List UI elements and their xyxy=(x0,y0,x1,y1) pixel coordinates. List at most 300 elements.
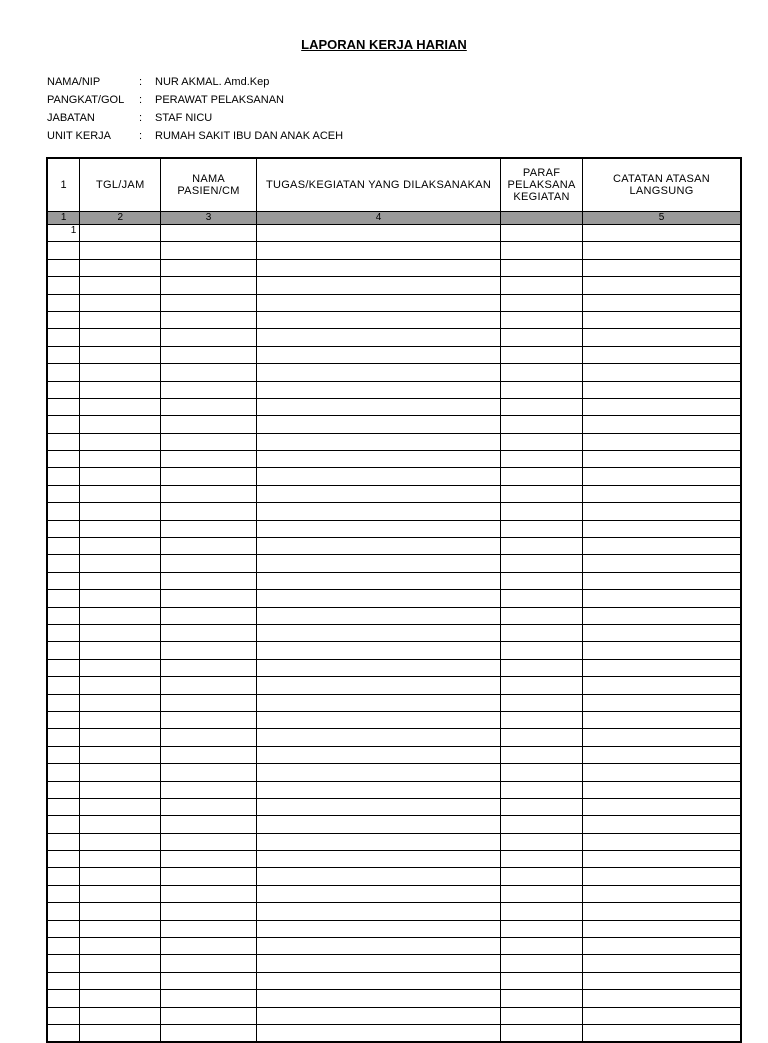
table-row xyxy=(47,920,741,937)
table-cell xyxy=(501,364,583,381)
table-cell xyxy=(161,1024,257,1042)
table-cell xyxy=(501,677,583,694)
header-line: NAMA xyxy=(192,173,226,185)
table-cell xyxy=(161,624,257,641)
table-cell xyxy=(583,277,741,294)
table-cell xyxy=(80,1024,161,1042)
table-cell xyxy=(256,259,500,276)
table-cell xyxy=(161,868,257,885)
table-cell xyxy=(583,920,741,937)
table-cell xyxy=(47,451,80,468)
table-cell xyxy=(583,364,741,381)
table-row xyxy=(47,346,741,363)
table-cell xyxy=(501,972,583,989)
table-row xyxy=(47,711,741,728)
info-row-jabatan xyxy=(47,109,343,127)
table-row xyxy=(47,781,741,798)
table-cell xyxy=(161,729,257,746)
table-cell xyxy=(161,642,257,659)
table-row xyxy=(47,277,741,294)
table-cell xyxy=(161,381,257,398)
table-cell xyxy=(161,503,257,520)
table-body xyxy=(47,212,741,1043)
table-cell xyxy=(80,503,161,520)
table-cell xyxy=(47,816,80,833)
table-cell xyxy=(256,920,500,937)
table-cell xyxy=(161,764,257,781)
table-cell xyxy=(80,781,161,798)
table-cell xyxy=(583,833,741,850)
column-header xyxy=(256,158,500,212)
table-cell xyxy=(47,294,80,311)
table-cell xyxy=(47,433,80,450)
table-cell xyxy=(80,381,161,398)
table-cell xyxy=(256,329,500,346)
table-cell xyxy=(501,225,583,242)
table-cell xyxy=(583,607,741,624)
table-cell xyxy=(80,816,161,833)
table-cell xyxy=(256,433,500,450)
table-cell xyxy=(47,572,80,589)
info-value: NUR AKMAL. Amd.Kep xyxy=(155,76,270,88)
info-value: PERAWAT PELAKSANAN xyxy=(155,94,284,106)
table-cell xyxy=(256,816,500,833)
table-cell xyxy=(47,311,80,328)
table-cell xyxy=(501,903,583,920)
table-cell xyxy=(161,798,257,815)
table-cell xyxy=(501,764,583,781)
table-cell xyxy=(501,868,583,885)
table-cell xyxy=(80,607,161,624)
table-cell xyxy=(80,868,161,885)
table-cell xyxy=(47,677,80,694)
table-cell xyxy=(256,468,500,485)
table-cell xyxy=(256,538,500,555)
table-cell xyxy=(583,816,741,833)
table-cell xyxy=(256,781,500,798)
table-cell xyxy=(501,624,583,641)
table-cell xyxy=(47,381,80,398)
table-cell xyxy=(583,868,741,885)
header-line: 1 xyxy=(60,179,67,191)
table-row xyxy=(47,955,741,972)
table-cell xyxy=(256,277,500,294)
table-cell xyxy=(501,538,583,555)
table-cell xyxy=(501,451,583,468)
table-cell xyxy=(256,764,500,781)
table-cell xyxy=(161,259,257,276)
table-cell xyxy=(256,451,500,468)
table-cell: 1 xyxy=(47,225,80,242)
table-cell xyxy=(583,903,741,920)
table-row xyxy=(47,294,741,311)
table-cell xyxy=(80,277,161,294)
table-cell xyxy=(583,294,741,311)
table-cell xyxy=(583,572,741,589)
table-cell xyxy=(80,885,161,902)
table-row xyxy=(47,225,741,242)
table-cell xyxy=(47,590,80,607)
table-cell xyxy=(256,225,500,242)
table-cell xyxy=(501,642,583,659)
table-cell xyxy=(161,816,257,833)
table-cell xyxy=(501,294,583,311)
table-cell xyxy=(583,659,741,676)
table-cell xyxy=(161,1007,257,1024)
table-cell xyxy=(161,225,257,242)
table-cell xyxy=(583,1024,741,1042)
table-cell xyxy=(256,607,500,624)
table-cell xyxy=(256,885,500,902)
table-cell xyxy=(80,972,161,989)
info-label: NAMA/NIP xyxy=(47,76,101,88)
table-cell xyxy=(80,590,161,607)
table-cell xyxy=(256,555,500,572)
table-cell xyxy=(256,346,500,363)
table-cell xyxy=(47,624,80,641)
table-cell xyxy=(583,451,741,468)
table-cell xyxy=(80,311,161,328)
table-row xyxy=(47,381,741,398)
table-cell xyxy=(161,955,257,972)
table-cell xyxy=(256,694,500,711)
column-number: 2 xyxy=(80,212,161,225)
table-cell xyxy=(256,590,500,607)
page-title xyxy=(0,37,768,52)
table-cell xyxy=(501,433,583,450)
table-cell xyxy=(501,346,583,363)
table-cell xyxy=(47,555,80,572)
table-row xyxy=(47,538,741,555)
table-cell xyxy=(161,711,257,728)
table-cell xyxy=(47,329,80,346)
table-cell xyxy=(501,485,583,502)
table-cell xyxy=(256,729,500,746)
table-cell xyxy=(161,694,257,711)
table-cell xyxy=(256,364,500,381)
table-cell xyxy=(256,851,500,868)
table-cell xyxy=(501,329,583,346)
table-cell xyxy=(161,920,257,937)
table-cell xyxy=(256,624,500,641)
table-cell xyxy=(256,642,500,659)
info-row-unit xyxy=(47,127,343,145)
table-cell xyxy=(161,972,257,989)
table-cell xyxy=(583,503,741,520)
table-row xyxy=(47,903,741,920)
table-cell xyxy=(80,294,161,311)
header-line: LANGSUNG xyxy=(629,185,694,197)
employee-info xyxy=(47,73,343,145)
table-cell xyxy=(501,468,583,485)
table-cell xyxy=(583,972,741,989)
table-cell xyxy=(161,903,257,920)
table-cell xyxy=(583,1007,741,1024)
table-cell xyxy=(47,711,80,728)
table-cell xyxy=(47,851,80,868)
table-cell xyxy=(80,920,161,937)
table-cell xyxy=(47,485,80,502)
table-cell xyxy=(583,416,741,433)
table-cell xyxy=(161,398,257,415)
column-number: 5 xyxy=(583,212,741,225)
table-cell xyxy=(80,694,161,711)
column-number: 4 xyxy=(256,212,500,225)
table-cell xyxy=(256,972,500,989)
table-cell xyxy=(501,833,583,850)
table-cell xyxy=(256,990,500,1007)
table-cell xyxy=(47,277,80,294)
table-cell xyxy=(47,364,80,381)
info-colon: : xyxy=(139,76,143,88)
table-cell xyxy=(256,955,500,972)
table-cell xyxy=(501,277,583,294)
info-label: PANGKAT/GOL xyxy=(47,94,125,106)
info-label: JABATAN xyxy=(47,112,95,124)
table-cell xyxy=(583,538,741,555)
table-cell xyxy=(583,242,741,259)
table-cell xyxy=(161,468,257,485)
table-cell xyxy=(501,1024,583,1042)
table-row xyxy=(47,520,741,537)
table-cell xyxy=(161,416,257,433)
table-cell xyxy=(161,311,257,328)
table-cell xyxy=(47,538,80,555)
table-cell xyxy=(161,277,257,294)
table-cell xyxy=(256,520,500,537)
table-row xyxy=(47,607,741,624)
table-cell xyxy=(583,259,741,276)
table-row xyxy=(47,694,741,711)
table-cell xyxy=(256,833,500,850)
table-cell xyxy=(583,590,741,607)
column-header xyxy=(583,158,741,212)
table-cell xyxy=(80,225,161,242)
table-cell xyxy=(501,311,583,328)
table-cell xyxy=(256,1007,500,1024)
table-cell xyxy=(80,346,161,363)
table-cell xyxy=(501,242,583,259)
table-cell xyxy=(161,538,257,555)
table-row xyxy=(47,311,741,328)
table-cell xyxy=(47,416,80,433)
table-cell xyxy=(80,833,161,850)
table-cell xyxy=(501,746,583,763)
table-cell xyxy=(161,990,257,1007)
table-row xyxy=(47,451,741,468)
table-cell xyxy=(47,259,80,276)
table-cell xyxy=(501,781,583,798)
column-header xyxy=(501,158,583,212)
table-cell xyxy=(501,590,583,607)
table-cell xyxy=(161,451,257,468)
header-line: TUGAS/KEGIATAN YANG DILAKSANAKAN xyxy=(265,179,492,191)
table-cell xyxy=(161,329,257,346)
table-cell xyxy=(47,242,80,259)
table-cell xyxy=(501,990,583,1007)
table-row xyxy=(47,433,741,450)
table-cell xyxy=(80,711,161,728)
table-cell xyxy=(256,746,500,763)
table-cell xyxy=(583,851,741,868)
table-cell xyxy=(583,624,741,641)
info-row-nama xyxy=(47,73,343,91)
table-cell xyxy=(80,485,161,502)
info-colon: : xyxy=(139,130,143,142)
table-row xyxy=(47,242,741,259)
table-cell xyxy=(80,903,161,920)
table-cell xyxy=(256,1024,500,1042)
title-text: LAPORAN KERJA HARIAN xyxy=(301,37,467,52)
table-cell xyxy=(80,659,161,676)
table-cell xyxy=(47,1007,80,1024)
table-cell xyxy=(47,903,80,920)
table-cell xyxy=(80,955,161,972)
table-row xyxy=(47,677,741,694)
table-cell xyxy=(80,938,161,955)
table-cell xyxy=(256,485,500,502)
table-cell xyxy=(161,364,257,381)
table-cell xyxy=(47,955,80,972)
table-row xyxy=(47,885,741,902)
table-cell xyxy=(161,746,257,763)
table-cell xyxy=(80,451,161,468)
table-cell xyxy=(501,885,583,902)
table-cell xyxy=(80,555,161,572)
table-cell xyxy=(161,833,257,850)
table-cell xyxy=(47,781,80,798)
table-cell xyxy=(47,642,80,659)
table-cell xyxy=(80,242,161,259)
table-cell xyxy=(47,920,80,937)
table-cell xyxy=(161,294,257,311)
table-cell xyxy=(583,346,741,363)
table-cell xyxy=(501,555,583,572)
table-cell xyxy=(583,798,741,815)
table-cell xyxy=(47,990,80,1007)
info-value: STAF NICU xyxy=(155,112,213,124)
table-cell xyxy=(583,485,741,502)
table-cell xyxy=(47,868,80,885)
table-cell xyxy=(501,503,583,520)
table-cell xyxy=(501,694,583,711)
table-row xyxy=(47,851,741,868)
table-cell xyxy=(256,938,500,955)
table-cell xyxy=(80,468,161,485)
table-cell xyxy=(161,607,257,624)
table-cell xyxy=(47,746,80,763)
table-cell xyxy=(256,711,500,728)
table-cell xyxy=(256,416,500,433)
table-cell xyxy=(583,677,741,694)
table-cell xyxy=(80,433,161,450)
info-label: UNIT KERJA xyxy=(47,130,111,142)
table-cell xyxy=(583,642,741,659)
table-row xyxy=(47,868,741,885)
table-row xyxy=(47,555,741,572)
table-row xyxy=(47,1024,741,1042)
table-cell xyxy=(583,781,741,798)
table-row xyxy=(47,572,741,589)
info-colon: : xyxy=(139,94,143,106)
table-cell xyxy=(256,294,500,311)
table-row xyxy=(47,590,741,607)
table-cell xyxy=(583,468,741,485)
table-cell xyxy=(80,538,161,555)
table-cell xyxy=(501,955,583,972)
table-cell xyxy=(161,677,257,694)
table-cell xyxy=(47,694,80,711)
table-cell xyxy=(583,955,741,972)
table-cell xyxy=(583,433,741,450)
column-number: 3 xyxy=(161,212,257,225)
table-cell xyxy=(501,729,583,746)
table-row xyxy=(47,398,741,415)
table-row xyxy=(47,364,741,381)
table-cell xyxy=(80,798,161,815)
table-cell xyxy=(161,572,257,589)
table-row xyxy=(47,816,741,833)
table-cell xyxy=(583,555,741,572)
table-cell xyxy=(583,398,741,415)
table-cell xyxy=(583,520,741,537)
table-cell xyxy=(47,503,80,520)
table-cell xyxy=(501,416,583,433)
table-row xyxy=(47,764,741,781)
table-cell xyxy=(256,381,500,398)
table-cell xyxy=(47,885,80,902)
column-header xyxy=(80,158,161,212)
table-cell xyxy=(583,938,741,955)
table-row xyxy=(47,659,741,676)
header-line: PARAF xyxy=(522,167,561,179)
table-cell xyxy=(161,885,257,902)
table-cell xyxy=(256,398,500,415)
table-cell xyxy=(47,468,80,485)
table-cell xyxy=(47,833,80,850)
table-cell xyxy=(161,590,257,607)
header-line: KEGIATAN xyxy=(513,191,570,203)
table-cell xyxy=(501,607,583,624)
table-cell xyxy=(583,381,741,398)
table-cell xyxy=(256,503,500,520)
table-cell xyxy=(256,572,500,589)
table-cell xyxy=(161,555,257,572)
table-cell xyxy=(501,816,583,833)
table-cell xyxy=(583,764,741,781)
table-cell xyxy=(256,242,500,259)
table-cell xyxy=(161,346,257,363)
table-cell xyxy=(583,311,741,328)
table-cell xyxy=(80,364,161,381)
table-cell xyxy=(501,851,583,868)
table-row xyxy=(47,485,741,502)
table-cell xyxy=(501,659,583,676)
table-row xyxy=(47,503,741,520)
table-row xyxy=(47,259,741,276)
table-cell xyxy=(583,329,741,346)
header-line: TGL/JAM xyxy=(95,179,145,191)
table-cell xyxy=(256,798,500,815)
table-cell xyxy=(80,677,161,694)
table-cell xyxy=(501,938,583,955)
table-cell xyxy=(80,1007,161,1024)
table-header-row xyxy=(47,158,741,212)
table-cell xyxy=(161,485,257,502)
table-cell xyxy=(583,990,741,1007)
table-cell xyxy=(80,416,161,433)
table-row xyxy=(47,1007,741,1024)
